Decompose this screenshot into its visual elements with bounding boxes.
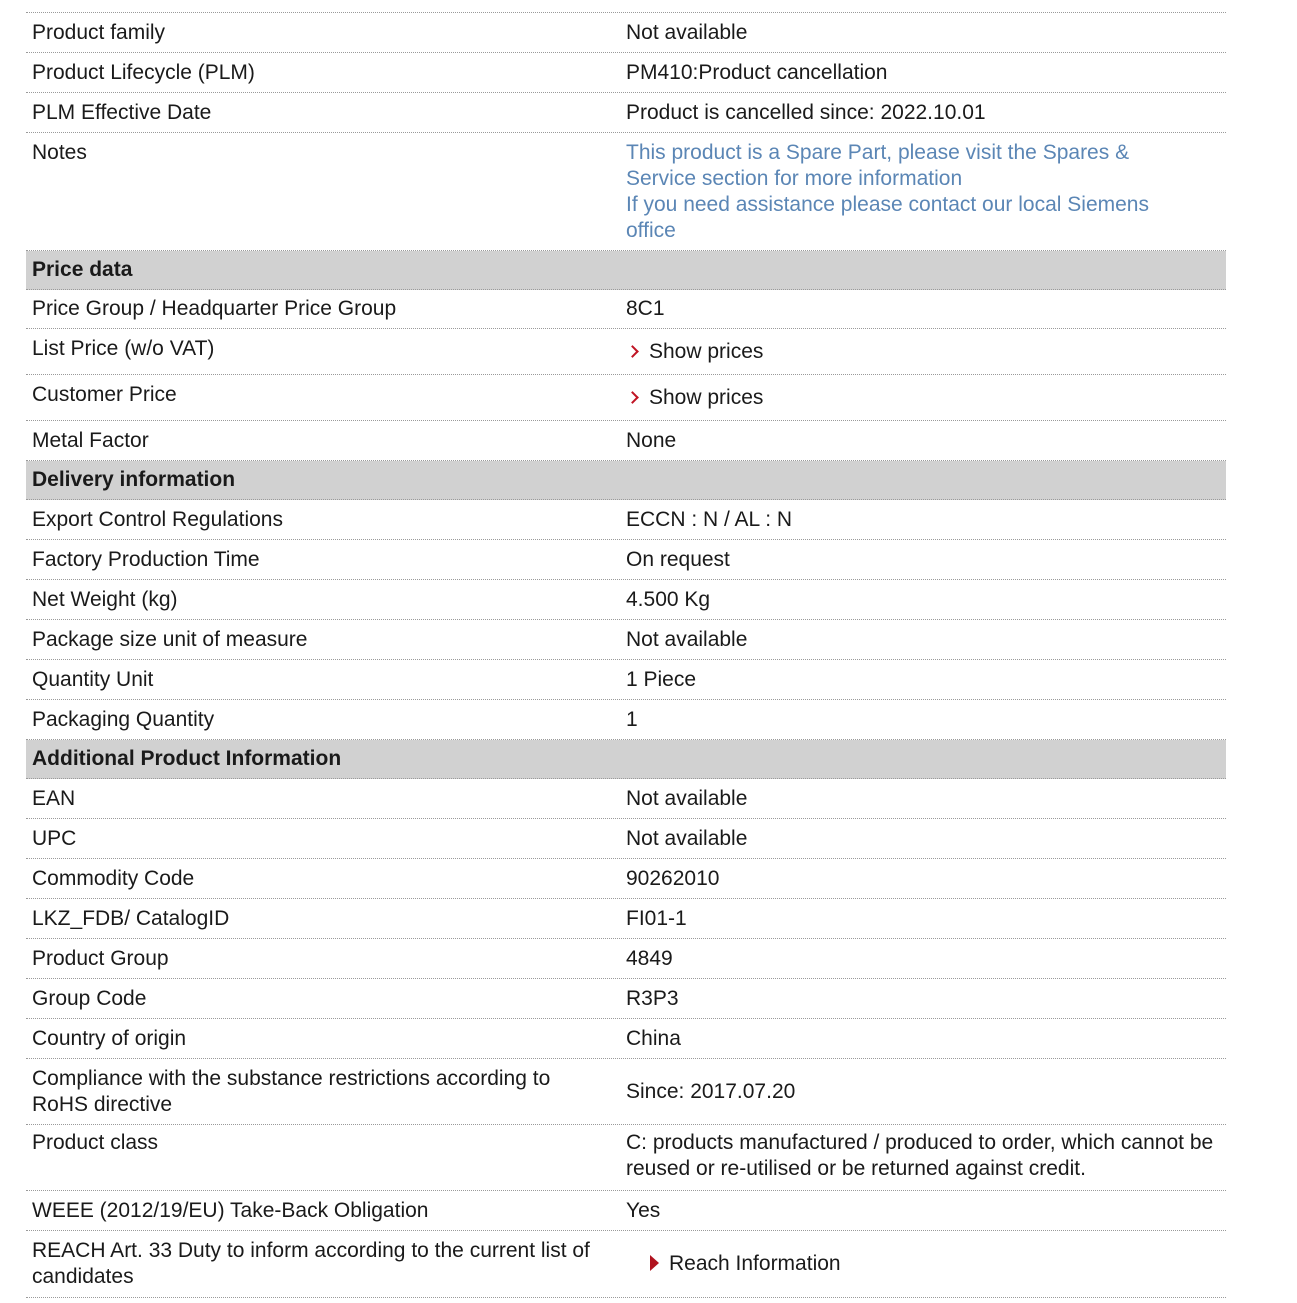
section-header-additional: Additional Product Information [26, 740, 1226, 779]
chevron-right-icon [626, 391, 639, 404]
chevron-right-icon [626, 345, 639, 358]
row-value: FI01-1 [626, 906, 687, 930]
show-prices-label: Show prices [649, 386, 764, 409]
row-label: Commodity Code [32, 866, 195, 890]
row-label: Customer Price [32, 383, 177, 406]
table-row-product-family [26, 13, 1226, 53]
row-value: 1 [626, 707, 638, 731]
row-label: Product class [32, 1131, 159, 1154]
section-header-delivery: Delivery information [26, 461, 1226, 500]
table-row-list-price [26, 329, 1226, 375]
row-value: None [626, 428, 677, 452]
row-label: Product Lifecycle (PLM) [32, 60, 255, 84]
show-list-prices-button[interactable] [626, 340, 763, 363]
table-row-package-size [26, 620, 1226, 660]
row-value: Not available [626, 20, 748, 44]
row-label: Price Group / Headquarter Price Group [32, 297, 397, 320]
row-value: Yes [626, 1198, 661, 1222]
row-value: 4.500 Kg [626, 587, 711, 611]
row-label: Product family [32, 20, 166, 44]
row-value: Product is cancelled since: 2022.10.01 [626, 100, 986, 124]
table-row-group-code [26, 979, 1226, 1019]
table-row-metal-factor [26, 421, 1226, 461]
row-value: ECCN : N / AL : N [626, 507, 793, 531]
row-label: Metal Factor [32, 428, 149, 452]
table-row-country [26, 1019, 1226, 1059]
show-customer-prices-button[interactable] [626, 386, 763, 409]
table-row-price-group [26, 290, 1226, 329]
cropped-row-spacer [26, 0, 1226, 13]
table-row-production-time [26, 540, 1226, 580]
row-value: 8C1 [626, 297, 665, 320]
table-row-packaging-qty [26, 700, 1226, 740]
row-label: Packaging Quantity [32, 707, 215, 731]
row-label: WEEE (2012/19/EU) Take-Back Obligation [32, 1198, 429, 1222]
table-row-catalog-id [26, 899, 1226, 939]
table-row-product-class [26, 1125, 1226, 1191]
row-label: Country of origin [32, 1026, 187, 1050]
section-header-price: Price data [26, 251, 1226, 290]
row-value: China [626, 1026, 681, 1050]
table-row-upc [26, 819, 1226, 859]
reach-information-label: Reach Information [669, 1252, 841, 1275]
row-label: Quantity Unit [32, 667, 154, 691]
triangle-right-icon [650, 1255, 659, 1271]
row-value: Since: 2017.07.20 [626, 1079, 796, 1103]
row-label: PLM Effective Date [32, 100, 212, 124]
row-value: 90262010 [626, 866, 720, 890]
table-row-ean [26, 779, 1226, 819]
row-label: Notes [32, 141, 87, 164]
table-row-plm-date [26, 93, 1226, 133]
row-label: LKZ_FDB/ CatalogID [32, 906, 230, 930]
row-label: Net Weight (kg) [32, 587, 178, 611]
table-row-net-weight [26, 580, 1226, 620]
spare-part-link[interactable]: This product is a Spare Part, please visit the Spares & Service section for more information [626, 141, 1130, 190]
row-value: R3P3 [626, 986, 679, 1010]
row-label: Group Code [32, 986, 147, 1010]
row-label: Package size unit of measure [32, 627, 308, 651]
row-label: List Price (w/o VAT) [32, 337, 215, 360]
table-row-product-group [26, 939, 1226, 979]
contact-siemens-link[interactable]: If you need assistance please contact our local Siemens office [626, 193, 1149, 242]
row-label: Export Control Regulations [32, 507, 283, 531]
row-value: Not available [626, 627, 748, 651]
row-label: Factory Production Time [32, 547, 260, 571]
table-row-rohs [26, 1059, 1226, 1125]
row-value: 4849 [626, 946, 673, 970]
product-data-table [26, 0, 1226, 1298]
reach-information-link[interactable] [626, 1252, 841, 1275]
row-label: Compliance with the substance restrictions according to RoHS directive [32, 1066, 551, 1116]
row-value: On request [626, 547, 730, 571]
row-value: 1 Piece [626, 667, 697, 691]
row-value: C: products manufactured / produced to order, which cannot be reused or re-utilised or be returned against credit. [626, 1131, 1214, 1180]
table-row-commodity-code [26, 859, 1226, 899]
row-label: Product Group [32, 946, 169, 970]
row-label: REACH Art. 33 Duty to inform according to the current list of candidates [32, 1239, 590, 1288]
row-label: EAN [32, 786, 76, 810]
table-row-customer-price [26, 375, 1226, 421]
row-value: Not available [626, 786, 748, 810]
table-row-weee [26, 1191, 1226, 1231]
table-row-plm [26, 53, 1226, 93]
table-row-export-control [26, 500, 1226, 540]
row-label: UPC [32, 826, 77, 850]
table-row-notes [26, 133, 1226, 251]
show-prices-label: Show prices [649, 340, 764, 363]
table-row-quantity-unit [26, 660, 1226, 700]
row-value: PM410:Product cancellation [626, 60, 888, 84]
table-row-reach [26, 1231, 1226, 1298]
row-value: Not available [626, 826, 748, 850]
